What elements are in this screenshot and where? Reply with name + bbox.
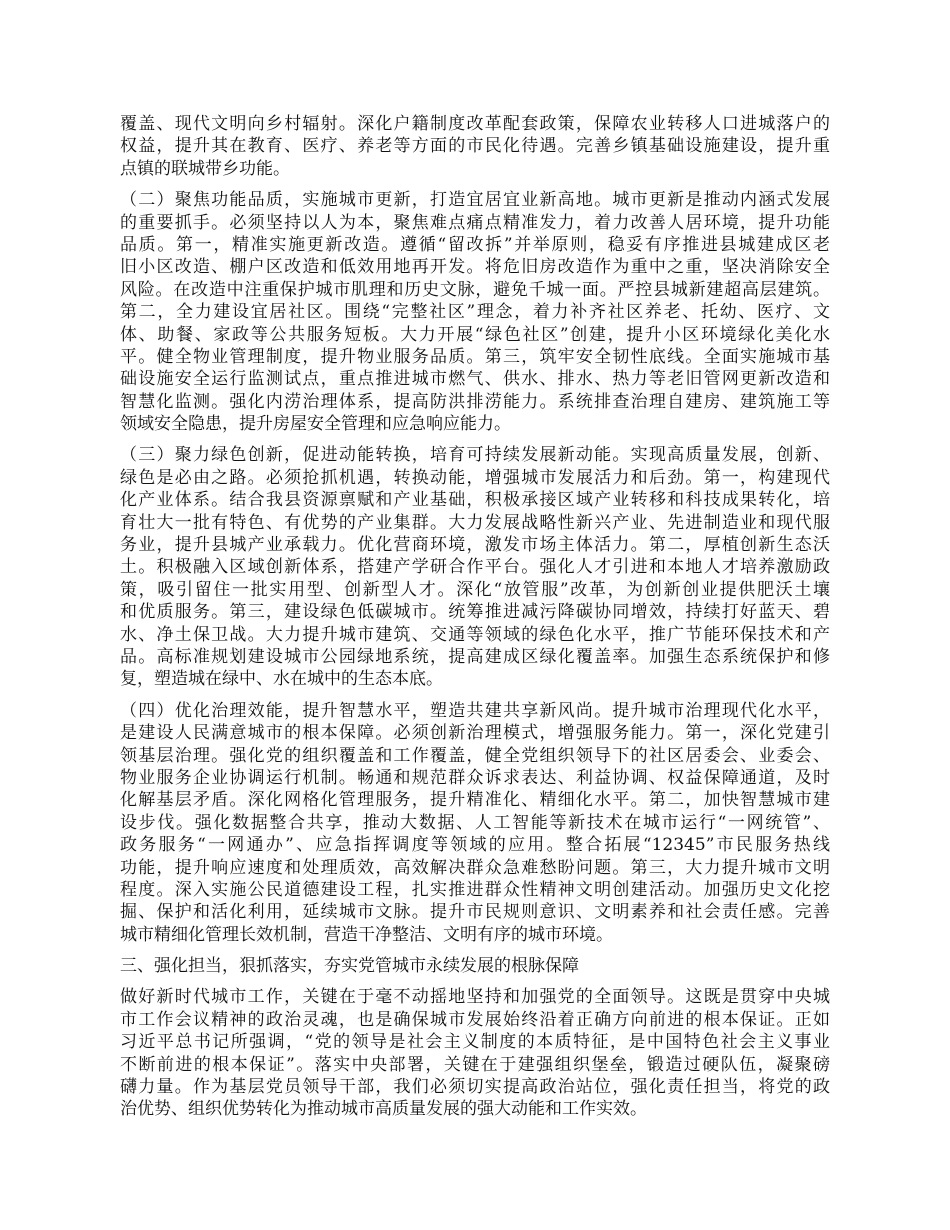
text-line: 风险。在改造中注重保护城市肌理和历史文脉，避免千城一面。严控县城新建超高层建筑。 — [120, 279, 830, 300]
text-line: 习近平总书记所强调，“党的领导是社会主义制度的本质特征，是中国特色社会主义事业 — [120, 1032, 830, 1053]
text-line: 掘、保护和活化利用，延续城市文脉。提升市民规则意识、文明素养和社会责任感。完善 — [120, 902, 830, 923]
text-line: 点镇的联城带乡功能。 — [120, 158, 290, 179]
text-line: 化产业体系。结合我县资源禀赋和产业基础，积极承接区域产业转移和科技成果转化，培 — [120, 490, 830, 511]
text-line: 不断前进的根本保证”。落实中央部署，关键在于建强组织堡垒，锻造过硬队伍，凝聚磅 — [120, 1054, 830, 1075]
text-line: 程度。深入实施公民道德建设工程，扎实推进群众性精神文明创建活动。加强历史文化挖 — [120, 879, 830, 900]
text-line: （二）聚焦功能品质，实施城市更新，打造宜居宜业新高地。城市更新是推动内涵式发展 — [120, 190, 830, 211]
text-line: 政务服务“一网通办”、应急指挥调度等领域的应用。整合拓展“12345”市民服务热线 — [120, 835, 830, 856]
text-line: 绿色是必由之路。必须抢抓机遇，转换动能，增强城市发展活力和后劲。第一，构建现代 — [120, 467, 830, 488]
text-line: 城市精细化管理长效机制，营造干净整洁、文明有序的城市环境。 — [120, 924, 613, 945]
text-line: 领基层治理。强化党的组织覆盖和工作覆盖，健全党组织领导下的社区居委会、业委会、 — [120, 745, 830, 766]
paragraph — [120, 113, 830, 180]
document-page — [120, 113, 830, 1130]
text-line: 体、助餐、家政等公共服务短板。大力开展“绿色社区”创建，提升小区环境绿化美化水 — [120, 324, 830, 345]
paragraph — [120, 444, 830, 690]
text-line: 务业，提升县城产业承载力。优化营商环境，激发市场主体活力。第二，厚植创新生态沃 — [120, 535, 830, 556]
text-line: 旧小区改造、棚户区改造和低效用地再开发。将危旧房改造作为重中之重，坚决消除安全 — [120, 257, 830, 278]
text-line: 平。健全物业管理制度，提升物业服务品质。第三，筑牢安全韧性底线。全面实施城市基 — [120, 346, 830, 367]
text-line: 土。积极融入区域创新体系，搭建产学研合作平台。强化人才引进和本地人才培养激励政 — [120, 557, 830, 578]
text-line: 物业服务企业协调运行机制。畅通和规范群众诉求表达、利益协调、权益保障通道，及时 — [120, 767, 830, 788]
text-line: 础设施安全运行监测试点，重点推进城市燃气、供水、排水、热力等老旧管网更新改造和 — [120, 369, 830, 390]
paragraph — [120, 189, 830, 435]
text-line: 设步伐。强化数据整合共享，推动大数据、人工智能等新技术在城市运行“一网统管”、 — [120, 812, 830, 833]
text-line: 的重要抓手。必须坚持以人为本，聚焦难点痛点精准发力，着力改善人居环境，提升功能 — [120, 212, 830, 233]
text-line: 复，塑造城在绿中、水在城中的生态本底。 — [120, 669, 443, 690]
text-line: 和优质服务。第三，建设绿色低碳城市。统筹推进减污降碳协同增效，持续打好蓝天、碧 — [120, 602, 830, 623]
text-line: （四）优化治理效能，提升智慧水平，塑造共建共享新风尚。提升城市治理现代化水平， — [120, 700, 830, 721]
text-line: 品质。第一，精准实施更新改造。遵循“留改拆”并举原则，稳妥有序推进县城建成区老 — [120, 234, 830, 255]
text-line: 育壮大一批有特色、有优势的产业集群。大力发展战略性新兴产业、先进制造业和现代服 — [120, 512, 830, 533]
document-body — [120, 113, 830, 946]
text-line: 权益，提升其在教育、医疗、养老等方面的市民化待遇。完善乡镇基础设施建设，提升重 — [120, 136, 830, 157]
text-line: （三）聚力绿色创新，促进动能转换，培育可持续发展新动能。实现高质量发展，创新、 — [120, 445, 830, 466]
text-line: 做好新时代城市工作，关键在于毫不动摇地坚持和加强党的全面领导。这既是贯穿中央城 — [120, 987, 830, 1008]
text-line: 水、净土保卫战。大力提升城市建筑、交通等领域的绿色化水平，推广节能环保技术和产 — [120, 624, 830, 645]
text-line: 治优势、组织优势转化为推动城市高质量发展的强大动能和工作实效。 — [120, 1099, 647, 1120]
text-line: 化解基层矛盾。深化网格化管理服务，提升精准化、精细化水平。第二，加快智慧城市建 — [120, 790, 830, 811]
paragraph — [120, 700, 830, 946]
text-line: 策，吸引留住一批实用型、创新型人才。深化“放管服”改革，为创新创业提供肥沃土壤 — [120, 579, 830, 600]
text-line: 功能，提升响应速度和处理质效，高效解决群众急难愁盼问题。第三，大力提升城市文明 — [120, 857, 830, 878]
section-heading: 三、强化担当，狠抓落实，夯实党管城市永续发展的根脉保障 — [120, 956, 579, 977]
text-line: 礴力量。作为基层党员领导干部，我们必须切实提高政治站位，强化责任担当，将党的政 — [120, 1077, 830, 1098]
text-line: 第二，全力建设宜居社区。围绕“完整社区”理念，着力补齐社区养老、托幼、医疗、文 — [120, 302, 830, 323]
final-paragraph — [120, 986, 830, 1120]
text-line: 领域安全隐患，提升房屋安全管理和应急响应能力。 — [120, 414, 511, 435]
text-line: 市工作会议精神的政治灵魂，也是确保城市发展始终沿着正确方向前进的根本保证。正如 — [120, 1009, 830, 1030]
text-line: 覆盖、现代文明向乡村辐射。深化户籍制度改革配套政策，保障农业转移人口进城落户的 — [120, 114, 830, 134]
text-line: 品。高标准规划建设城市公园绿地系统，提高建成区绿化覆盖率。加强生态系统保护和修 — [120, 646, 830, 667]
text-line: 智慧化监测。强化内涝治理体系，提高防洪排涝能力。系统排查治理自建房、建筑施工等 — [120, 391, 830, 412]
text-line: 是建设人民满意城市的根本保障。必须创新治理模式，增强服务能力。第一，深化党建引 — [120, 723, 830, 744]
